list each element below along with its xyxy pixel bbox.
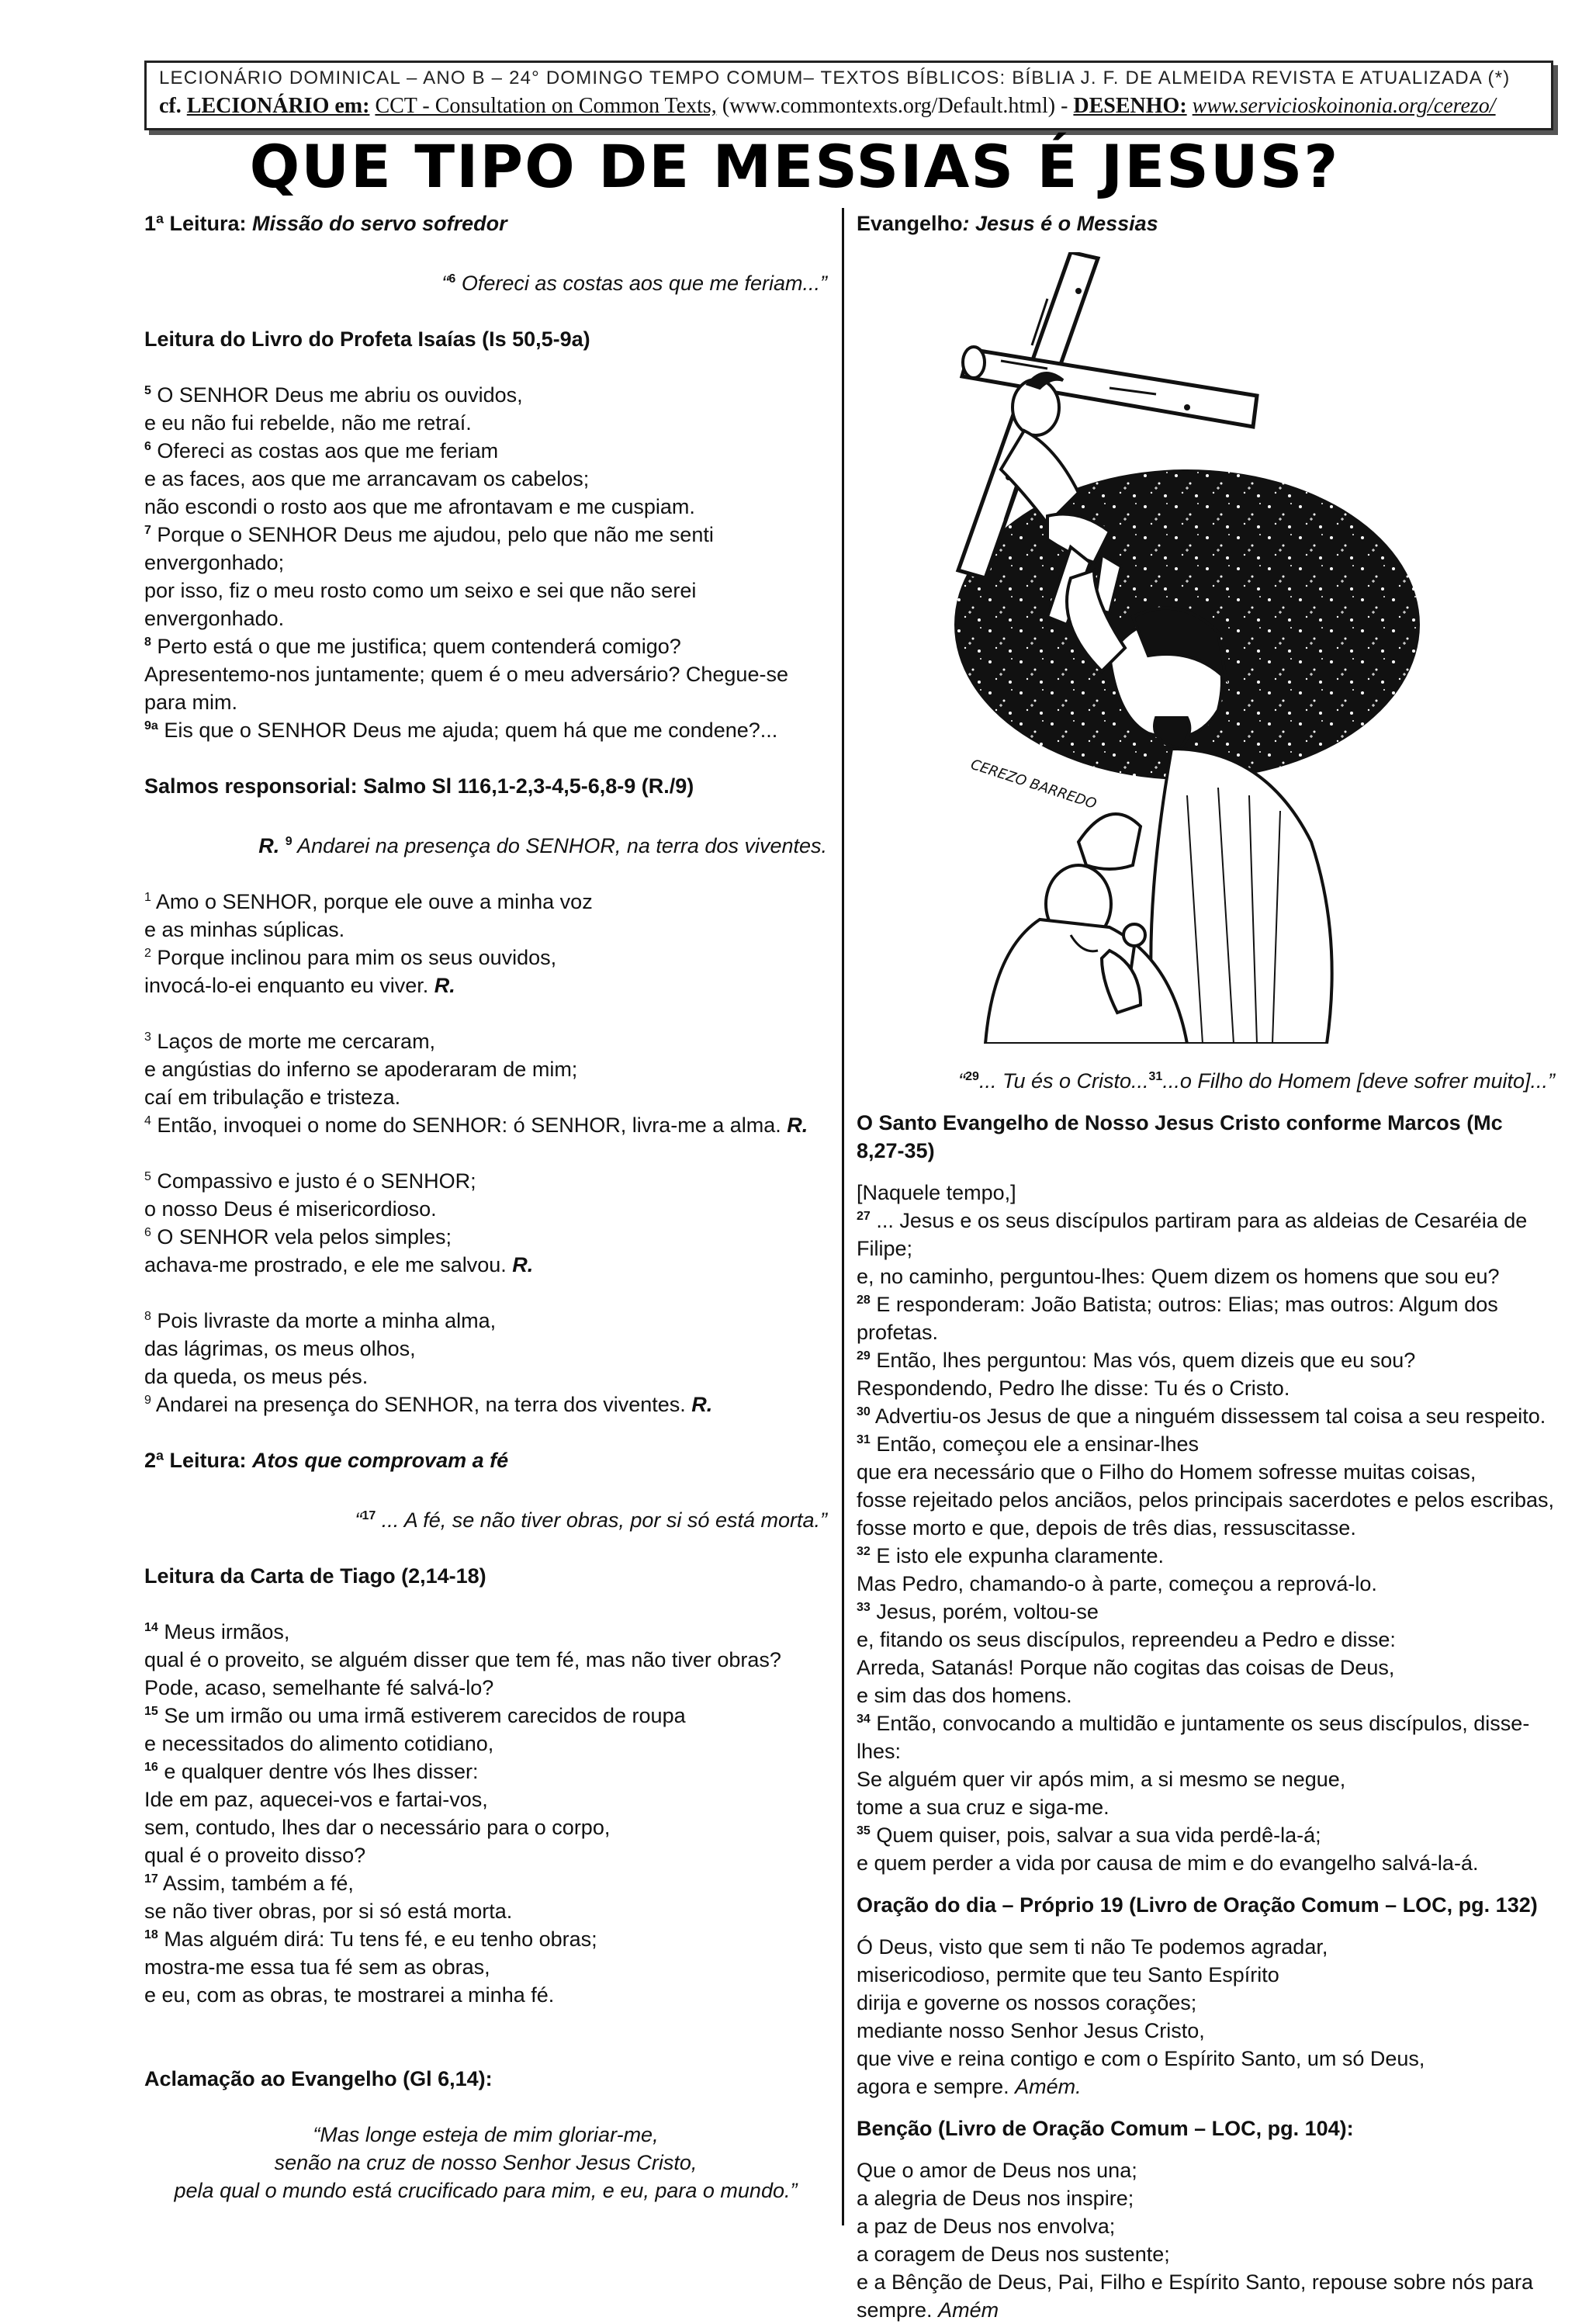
verse-line <box>144 944 827 972</box>
reading2-source: Leitura da Carta de Tiago (2,14-18) <box>144 1564 486 1588</box>
header-cct-link[interactable]: CCT - Consultation on Common Texts, <box>375 94 717 118</box>
verse-text: fosse rejeitado pelos anciãos, pelos principais sacerdotes e pelos escribas, <box>857 1488 1555 1512</box>
verse-text: Eis que o SENHOR Deus me ajuda; quem há que me condene?... <box>164 719 778 742</box>
quote-open: “ <box>958 1069 966 1093</box>
verse-text: E responderam: João Batista; outros: Elias; mas outros: Algum dos profetas. <box>857 1293 1498 1344</box>
header-line1: LECIONÁRIO DOMINICAL – ANO B – 24° DOMINGO TEMPO COMUM– TEXTOS BÍBLICOS: BÍBLIA J. F. DE ALMEIDA REVISTA E ATUALIZADA (*) <box>159 68 1511 88</box>
verse-line <box>144 1618 827 1646</box>
verse-line <box>857 1430 1555 1458</box>
verse-text: Então, começou ele a ensinar-lhes <box>876 1432 1200 1456</box>
verse-number: 29 <box>965 1070 979 1083</box>
verse-line <box>144 493 827 521</box>
verse-text: e eu não fui rebelde, não me retraí. <box>144 411 472 435</box>
verse-line <box>144 1953 827 1981</box>
header-desenho-label: DESENHO: <box>1073 94 1187 118</box>
verse-number: 17 <box>144 1872 158 1886</box>
verse-line <box>144 521 827 577</box>
verse-line <box>144 1841 827 1869</box>
verse-text: ... Jesus e os seus discípulos partiram para as aldeias de Cesaréia de Filipe; <box>857 1209 1528 1260</box>
verse-text: das lágrimas, os meus olhos, <box>144 1337 416 1360</box>
verse-text: achava-me prostrado, e ele me salvou. <box>144 1253 507 1276</box>
verse-line <box>857 1514 1555 1542</box>
header-cf: cf. <box>159 94 182 118</box>
verse-line <box>857 1682 1555 1709</box>
verse-number: 32 <box>857 1545 871 1558</box>
verse-line <box>857 1179 1555 1207</box>
psalm-response-text: Andarei na presença do SENHOR, na terra dos viventes. <box>297 834 827 857</box>
acclamation-lines <box>144 2121 827 2205</box>
verse-text: Se alguém quer vir após mim, a si mesmo se negue, <box>857 1768 1346 1791</box>
verse-text: que era necessário que o Filho do Homem sofresse muitas coisas, <box>857 1460 1476 1484</box>
text-line: mediante nosso Senhor Jesus Cristo, <box>857 2019 1205 2042</box>
verse-line <box>144 888 827 916</box>
verse-line <box>857 1626 1555 1654</box>
text-line: “Mas longe esteja de mim gloriar-me, <box>313 2123 659 2146</box>
verse-line <box>144 1813 827 1841</box>
verse-text: O SENHOR vela pelos simples; <box>157 1225 452 1249</box>
verse-line <box>857 1654 1555 1682</box>
verse-text: Pode, acaso, semelhante fé salvá-lo? <box>144 1676 494 1699</box>
verse-text: Apresentemo-nos juntamente; quem é o meu adversário? Chegue-se para mim. <box>144 663 788 714</box>
verse-line <box>144 1167 827 1195</box>
response-marker: R. <box>787 1114 808 1137</box>
verse-line <box>144 1758 827 1785</box>
verse-number: 7 <box>144 524 151 537</box>
verse-text: E isto ele expunha claramente. <box>876 1544 1165 1567</box>
psalm-stanza <box>144 1167 827 1279</box>
psalm-stanza <box>144 1027 827 1139</box>
verse-text: sem, contudo, lhes dar o necessário para o corpo, <box>144 1816 611 1839</box>
response-marker: R. <box>434 974 455 997</box>
text-line: senão na cruz de nosso Senhor Jesus Cristo, <box>274 2151 698 2174</box>
reading2-heading <box>144 1446 827 1474</box>
verse-line <box>857 1207 1555 1262</box>
verse-number: 17 <box>362 1509 376 1522</box>
reading1-theme: Missão do servo sofredor <box>252 212 507 235</box>
gospel-quote-part3: [deve sofrer muito]...” <box>1356 1069 1555 1093</box>
verse-number: 2 <box>144 947 151 960</box>
verse-line <box>144 1083 827 1111</box>
verse-text: Quem quiser, pois, salvar a sua vida perdê-la-á; <box>876 1824 1321 1847</box>
gospel-source: O Santo Evangelho de Nosso Jesus Cristo conforme Marcos (Mc 8,27-35) <box>857 1111 1503 1162</box>
verse-text: e, no caminho, perguntou-lhes: Quem dizem os homens que sou eu? <box>857 1265 1500 1288</box>
text-line: Ó Deus, visto que sem ti não Te podemos agradar, <box>857 1935 1328 1959</box>
verse-text: se não tiver obras, por si só está morta. <box>144 1900 513 1923</box>
verse-line <box>857 1402 1555 1430</box>
verse-line <box>857 1486 1555 1514</box>
verse-line <box>144 1363 827 1391</box>
text-line: e a Bênção de Deus, Pai, Filho e Espírito Santo, repouse sobre nós para <box>857 2270 1534 2294</box>
header-cct-url[interactable]: (www.commontexts.org/Default.html) <box>722 94 1056 118</box>
right-column <box>857 210 1555 237</box>
verse-number: 1 <box>144 891 151 904</box>
verse-number: 9 <box>285 835 293 848</box>
psalm-response <box>144 828 827 860</box>
verse-line <box>144 409 827 437</box>
reading2-quote <box>144 1502 827 1534</box>
verse-text: Mas Pedro, chamando-o à parte, começou a reprová-lo. <box>857 1572 1377 1595</box>
verse-number: 31 <box>1148 1070 1163 1083</box>
verse-line <box>144 1055 827 1083</box>
verse-line <box>857 1374 1555 1402</box>
verse-text: da queda, os meus pés. <box>144 1365 369 1388</box>
reading1-label: 1ª Leitura: <box>144 212 247 235</box>
verse-number: 6 <box>144 1226 151 1239</box>
psalm-stanza <box>144 888 827 999</box>
verse-text: Ide em paz, aquecei-vos e fartai-vos, <box>144 1788 488 1811</box>
reading1-quote <box>144 265 827 297</box>
blessing-amen: Amém <box>938 2298 999 2322</box>
verse-line <box>144 1646 827 1674</box>
text-line: dirija e governe os nossos corações; <box>857 1991 1197 2014</box>
verse-line <box>144 465 827 493</box>
verse-number: 30 <box>857 1405 871 1418</box>
verse-line <box>144 716 827 744</box>
verse-text: e sim das dos homens. <box>857 1684 1072 1707</box>
text-line: que vive e reina contigo e com o Espírito Santo, um só Deus, <box>857 2047 1425 2070</box>
text-line: misericodioso, permite que teu Santo Espírito <box>857 1963 1279 1986</box>
verse-text: o nosso Deus é misericordioso. <box>144 1197 437 1221</box>
verse-text: Advertiu-os Jesus de que a ninguém dissessem tal coisa a seu respeito. <box>874 1404 1546 1428</box>
psalm-stanza <box>144 1307 827 1418</box>
verse-text: e eu, com as obras, te mostrarei a minha fé. <box>144 1983 555 2007</box>
verse-text: fosse morto e que, depois de três dias, ressuscitasse. <box>857 1516 1356 1540</box>
text-line: pela qual o mundo está crucificado para mim, e eu, para o mundo.” <box>174 2179 798 2202</box>
verse-text: [Naquele tempo,] <box>857 1181 1016 1204</box>
verse-text: Então, convocando a multidão e juntamente os seus discípulos, disse-lhes: <box>857 1712 1530 1763</box>
verse-number: 8 <box>144 636 151 649</box>
verse-line <box>857 1346 1555 1374</box>
verse-number: 29 <box>857 1349 871 1363</box>
verse-text: e angústias do inferno se apoderaram de mim; <box>144 1058 578 1081</box>
verse-text: Meus irmãos, <box>164 1620 290 1643</box>
reading1-heading <box>144 210 827 237</box>
verse-text: não escondi o rosto aos que me afrontavam e me cuspiam. <box>144 495 695 518</box>
verse-line <box>144 1223 827 1251</box>
verse-line <box>144 1674 827 1702</box>
verse-number: 16 <box>144 1761 158 1774</box>
illustration-signature: CEREZO BARREDO <box>968 756 1099 813</box>
text-line: Que o amor de Deus nos una; <box>857 2159 1137 2182</box>
verse-line <box>857 1542 1555 1570</box>
verse-line <box>144 577 827 632</box>
gospel-heading <box>857 210 1555 237</box>
verse-line <box>144 1702 827 1730</box>
verse-line <box>144 381 827 409</box>
verse-text: Assim, também a fé, <box>162 1872 354 1895</box>
verse-text: caí em tribulação e tristeza. <box>144 1086 401 1109</box>
verse-line <box>144 437 827 465</box>
verse-line <box>857 1765 1555 1793</box>
verse-text: Amo o SENHOR, porque ele ouve a minha voz <box>155 890 593 913</box>
verse-line <box>144 916 827 944</box>
response-marker: R. <box>691 1393 713 1416</box>
verse-line <box>144 1981 827 2009</box>
verse-number: 9a <box>144 719 158 733</box>
reading2-theme: Atos que comprovam a fé <box>252 1449 509 1472</box>
verse-line <box>144 1785 827 1813</box>
verse-number: 15 <box>144 1705 158 1718</box>
prayer-last-line <box>857 2073 1555 2101</box>
verse-text: O SENHOR Deus me abriu os ouvidos, <box>157 383 523 407</box>
header-box <box>144 61 1553 130</box>
verse-text: invocá-lo-ei enquanto eu viver. <box>144 974 429 997</box>
verse-text: Respondendo, Pedro lhe disse: Tu és o Cristo. <box>857 1377 1290 1400</box>
verse-line <box>857 1793 1555 1821</box>
psalm-stanzas <box>144 888 827 1446</box>
gospel-label: Evangelho <box>857 212 963 235</box>
text-line: a paz de Deus nos envolva; <box>857 2215 1116 2238</box>
header-lecionario-label: LECIONÁRIO em: <box>186 94 370 118</box>
verse-number: 6 <box>144 440 151 453</box>
verse-line <box>144 1111 827 1139</box>
verse-number: 28 <box>857 1294 871 1307</box>
verse-text: Se um irmão ou uma irmã estiverem carecidos de roupa <box>164 1704 686 1727</box>
gospel-quote-part2: ...o Filho do Homem <box>1162 1069 1357 1093</box>
verse-text: e quem perder a vida por causa de mim e do evangelho salvá-la-á. <box>857 1851 1479 1875</box>
verse-text: e, fitando os seus discípulos, repreendeu a Pedro e disse: <box>857 1628 1396 1651</box>
psalm-heading: Salmos responsorial: Salmo Sl 116,1-2,3-4,5-6,8-9 (R./9) <box>144 774 694 798</box>
prayer-heading: Oração do dia – Próprio 19 (Livro de Oração Comum – LOC, pg. 132) <box>857 1893 1538 1917</box>
column-divider <box>842 208 844 2225</box>
verse-text: Ofereci as costas aos que me feriam <box>157 439 499 462</box>
left-column <box>144 210 827 2205</box>
verse-text: Então, lhes perguntou: Mas vós, quem dizeis que eu sou? <box>876 1349 1416 1372</box>
verse-line <box>857 1598 1555 1626</box>
verse-text: tome a sua cruz e siga-me. <box>857 1796 1110 1819</box>
verse-line <box>857 1709 1555 1765</box>
verse-number: 34 <box>857 1713 871 1726</box>
verse-text: e as faces, aos que me arrancavam os cabelos; <box>144 467 590 490</box>
verse-number: 5 <box>144 384 151 397</box>
verse-text: Arreda, Satanás! Porque não cogitas das coisas de Deus, <box>857 1656 1395 1679</box>
quote-open: “ <box>355 1508 362 1532</box>
text-line: a alegria de Deus nos inspire; <box>857 2187 1134 2210</box>
verse-line <box>144 1897 827 1925</box>
page-title: QUE TIPO DE MESSIAS É JESUS? <box>249 132 1340 201</box>
reading2-verses <box>144 1618 827 2009</box>
verse-line <box>144 972 827 999</box>
gospel-quote-part1: ... Tu és o Cristo... <box>978 1069 1149 1093</box>
verse-line <box>144 1391 827 1418</box>
verse-line <box>144 1335 827 1363</box>
gospel-theme: : Jesus é o Messias <box>962 212 1158 235</box>
psalm-response-r: R. <box>258 834 280 857</box>
verse-line <box>857 1290 1555 1346</box>
verse-text: por isso, fiz o meu rosto como um seixo e sei que não serei envergonhado. <box>144 579 697 630</box>
verse-number: 6 <box>448 272 456 286</box>
verse-line <box>857 1458 1555 1486</box>
verse-text: e necessitados do alimento cotidiano, <box>144 1732 494 1755</box>
verse-text: e as minhas súplicas. <box>144 918 345 941</box>
verse-text: Porque inclinou para mim os seus ouvidos, <box>157 946 557 969</box>
verse-text: e qualquer dentre vós lhes disser: <box>164 1760 479 1783</box>
header-separator: - <box>1061 94 1068 118</box>
verse-text: Porque o SENHOR Deus me ajudou, pelo que não me senti envergonhado; <box>144 523 714 574</box>
verse-number: 4 <box>144 1114 151 1127</box>
verse-line <box>857 1570 1555 1598</box>
blessing-last-line <box>857 2296 1555 2324</box>
verse-line <box>144 660 827 716</box>
verse-number: 33 <box>857 1601 871 1614</box>
right-column-body <box>857 1063 1555 2324</box>
verse-number: 8 <box>144 1310 151 1323</box>
acclamation-heading: Aclamação ao Evangelho (Gl 6,14): <box>144 2067 493 2090</box>
jesus-cross-illustration <box>954 252 1451 1044</box>
verse-number: 27 <box>857 1210 871 1223</box>
verse-number: 9 <box>144 1394 151 1407</box>
verse-line <box>857 1821 1555 1849</box>
verse-number: 18 <box>144 1928 158 1941</box>
blessing-last-text: sempre. <box>857 2298 933 2322</box>
verse-line <box>144 1925 827 1953</box>
verse-text: Compassivo e justo é o SENHOR; <box>157 1169 476 1193</box>
verse-text: Pois livraste da morte a minha alma, <box>157 1309 497 1332</box>
verse-line <box>144 1251 827 1279</box>
verse-text: Perto está o que me justifica; quem contenderá comigo? <box>157 635 681 658</box>
verse-text: Mas alguém dirá: Tu tens fé, e eu tenho obras; <box>164 1927 597 1951</box>
verse-line <box>144 1195 827 1223</box>
verse-number: 3 <box>144 1030 151 1044</box>
verse-line <box>144 1730 827 1758</box>
blessing-lines <box>857 2156 1555 2296</box>
verse-text: mostra-me essa tua fé sem as obras, <box>144 1955 490 1979</box>
response-marker: R. <box>512 1253 534 1276</box>
verse-line <box>857 1849 1555 1877</box>
reading1-source: Leitura do Livro do Profeta Isaías (Is 50,5-9a) <box>144 327 590 351</box>
verse-number: 14 <box>144 1621 158 1634</box>
verse-line <box>144 1869 827 1897</box>
verse-line <box>144 632 827 660</box>
verse-number: 35 <box>857 1824 871 1837</box>
text-line: a coragem de Deus nos sustente; <box>857 2243 1170 2266</box>
reading1-quote-text: Ofereci as costas aos que me feriam...” <box>461 272 827 295</box>
verse-text: qual é o proveito, se alguém disser que tem fé, mas não tiver obras? <box>144 1648 781 1671</box>
prayer-last-text: agora e sempre. <box>857 2075 1009 2098</box>
reading2-label: 2ª Leitura: <box>144 1449 247 1472</box>
reading2-quote-text: ... A fé, se não tiver obras, por si só está morta.” <box>381 1508 827 1532</box>
verse-number: 5 <box>144 1170 151 1183</box>
verse-number: 31 <box>857 1433 871 1446</box>
reading1-verses <box>144 381 827 744</box>
blessing-heading: Benção (Livro de Oração Comum – LOC, pg. 104): <box>857 2117 1354 2140</box>
header-desenho-url[interactable]: www.servicioskoinonia.org/cerezo/ <box>1192 94 1496 118</box>
quote-open: “ <box>441 272 449 295</box>
gospel-quote <box>857 1063 1555 1095</box>
verse-text: Então, invoquei o nome do SENHOR: ó SENHOR, livra-me a alma. <box>157 1114 781 1137</box>
verse-text: Laços de morte me cercaram, <box>157 1030 436 1053</box>
verse-text: qual é o proveito disso? <box>144 1844 366 1867</box>
verse-line <box>144 1027 827 1055</box>
verse-line <box>144 1307 827 1335</box>
prayer-lines <box>857 1933 1555 2073</box>
verse-text: Jesus, porém, voltou-se <box>876 1600 1099 1623</box>
gospel-verses <box>857 1179 1555 1877</box>
verse-text: Andarei na presença do SENHOR, na terra dos viventes. <box>155 1393 686 1416</box>
prayer-amen: Amém. <box>1015 2075 1082 2098</box>
verse-line <box>857 1262 1555 1290</box>
header-line2 <box>159 94 1543 119</box>
